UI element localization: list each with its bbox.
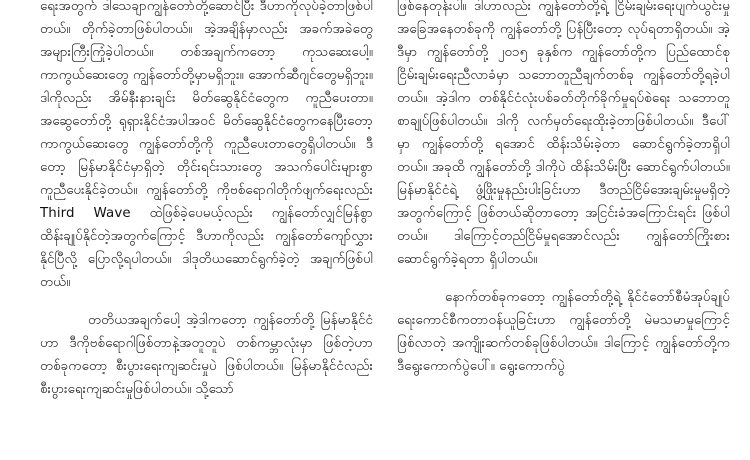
paragraph-gap	[40, 294, 373, 309]
paragraph-gap	[397, 271, 730, 286]
right-column	[397, 0, 730, 460]
left-column	[40, 0, 373, 460]
right-paragraph-2: နောက်တစ်ခုကတော့ ကျွန်တော်တို့ရဲ့ နိုင်ငံတော်စီမံအုပ်ချုပ်ရေးကောင်စီကတာဝန်ယူခြင်းဟာ ကျွန်တော်တို့ မဲမသမာမှုကြောင့်ဖြစ်လာတဲ့ အကျိုးဆက်တစ်ခုဖြစ်ပါတယ်။ ဒါကြောင့် ကျွန်တော်တို့က ဒီရွေးကောက်ပွဲပေါ်။ ရွေးကောက်ပွဲ	[397, 290, 730, 374]
right-paragraph-1: ဖြစ်နေတုန်းပါ။ ဒါဟာလည်း ကျွန်တော်တို့ရဲ့ ငြိမ်းချမ်းရေးပျက်ယွင်းမှုအခြေအနေတစ်ခုကို ကျွန်တော်တို့ ပြန်ပြီးတော့ လုပ်ရတာရှိတယ်။ အဲ့ဒီမှာ ကျွန်တော်တို့ ၂၀၁၅ ခုနှစ်က ကျွန်တော်တို့က ပြည်ထောင်စုငြိမ်းချမ်းရေးညီလာခံမှာ သဘောတူညီချက်တစ်ခု ကျွန်တော်တို့ရခဲ့ပါတယ်။ အဲ့ဒါက တစ်နိုင်ငံလုံးပစ်ခတ်တိုက်ခိုက်မှုရပ်စဲရေး သဘောတူစာချုပ်ဖြစ်ပါတယ်။ ဒါကို လက်မှတ်ရေးထိုးခဲ့တာဖြစ်ပါတယ်။ ဒီပေါ်မှာ ကျွန်တော်တို့ ရအောင် ထိန်းသိမ်းခဲ့တာ ဆောင်ရွက်ခဲ့တာရှိပါတယ်။ အခုထိ ကျွန်တော်တို့ ဒါကိုပဲ ထိန်းသိမ်းပြီး ဆောင်ရွက်ပါတယ်။ မြန်မာနိုင်ငံရဲ့ ဖွံ့ဖြိုးမှုနည်းပါးခြင်းဟာ ဒီတည်ငြိမ်အေးချမ်းမှုမရှိတဲ့ အတွက်ကြောင့် ဖြစ်တယ်ဆိုတာတော့ အငြင်းခံအကြောင်းရင်း ဖြစ်ပါတယ်။ ဒါကြောင့်တည်ငြိမ်မှုရအောင်လည်း ကျွန်တော်ကြိုးစားဆောင်ရွက်ခဲ့ရတာ ရှိပါတယ်။	[397, 0, 730, 267]
left-paragraph-1: ရေးအတွက် ဒါသေချာကျွန်တော်တို့ဆောင်ပြီး ဒီဟာကိုလုပ်ခဲ့တာဖြစ်ပါတယ်။ တိုက်ခဲ့တာဖြစ်ပါတယ်။ အဲ့အချိန်မှာလည်း အခက်အခဲတွေ အများကြီးကြုံခဲ့ပါတယ်။ တစ်အချက်ကတော့ ကုသဆေးပေါ့။ ကာကွယ်ဆေးတွေ ကျွန်တော်တို့မှာမရှိဘူး။ အောက်ဆီဂျင်တွေမရှိဘူး။ ဒါကိုလည်း အိမ်နီးနားချင်း မိတ်ဆွေနိုင်ငံတွေက ကူညီပေးတာ။ အဆွေတော်တို့ ရုရှားနိုင်ငံအပါအဝင် မိတ်ဆွေနိုင်ငံတွေကနေပြီးတော့ ကာကွယ်ဆေးတွေ ကျွန်တော်တို့ကို ကူညီပေးတာတွေရှိပါတယ်။ ဒီတော့ မြန်မာနိုင်ငံမှာရှိတဲ့ တိုင်းရင်းသားတွေ အသက်ပေါင်းများစွာ ကူညီပေးနိုင်ခဲ့တယ်။ ကျွန်တော်တို့ ကိုဗစ်ရောဂါတိုက်ဖျက်ရေးလည်း Third Wave ထဲဖြစ်ခဲ့ပေမယ့်လည်း ကျွန်တော်လျှင်မြန်စွာ ထိန်းချုပ်နိုင်တဲ့အတွက်ကြောင့် ဒီဟာကိုလည်း ကျွန်တော်ကျော်လွှားနိုင်ပြီလို့ ပြောလို့ရပါတယ်။ ဒါဒုတိယဆောင်ရွက်ခဲ့တဲ့ အချက်ဖြစ်ပါတယ်။	[40, 0, 373, 290]
left-paragraph-2: တတိယအချက်ပေါ့ အဲ့ဒါကတော့ ကျွန်တော်တို့ မြန်မာနိုင်ငံဟာ ဒီကိုဗစ်ရောဂါဖြစ်တာနဲ့အတူတူပဲ တစ်ကမ္ဘာလုံးမှာ ဖြစ်တဲ့ဟာ တစ်ခုကတော့ စီးပွားရေးကျဆင်းမှုပဲ ဖြစ်ပါတယ်။ မြန်မာနိုင်ငံလည်း စီးပွားရေးကျဆင်းမှုဖြစ်ပါတယ်။ သို့သော်	[40, 313, 373, 397]
